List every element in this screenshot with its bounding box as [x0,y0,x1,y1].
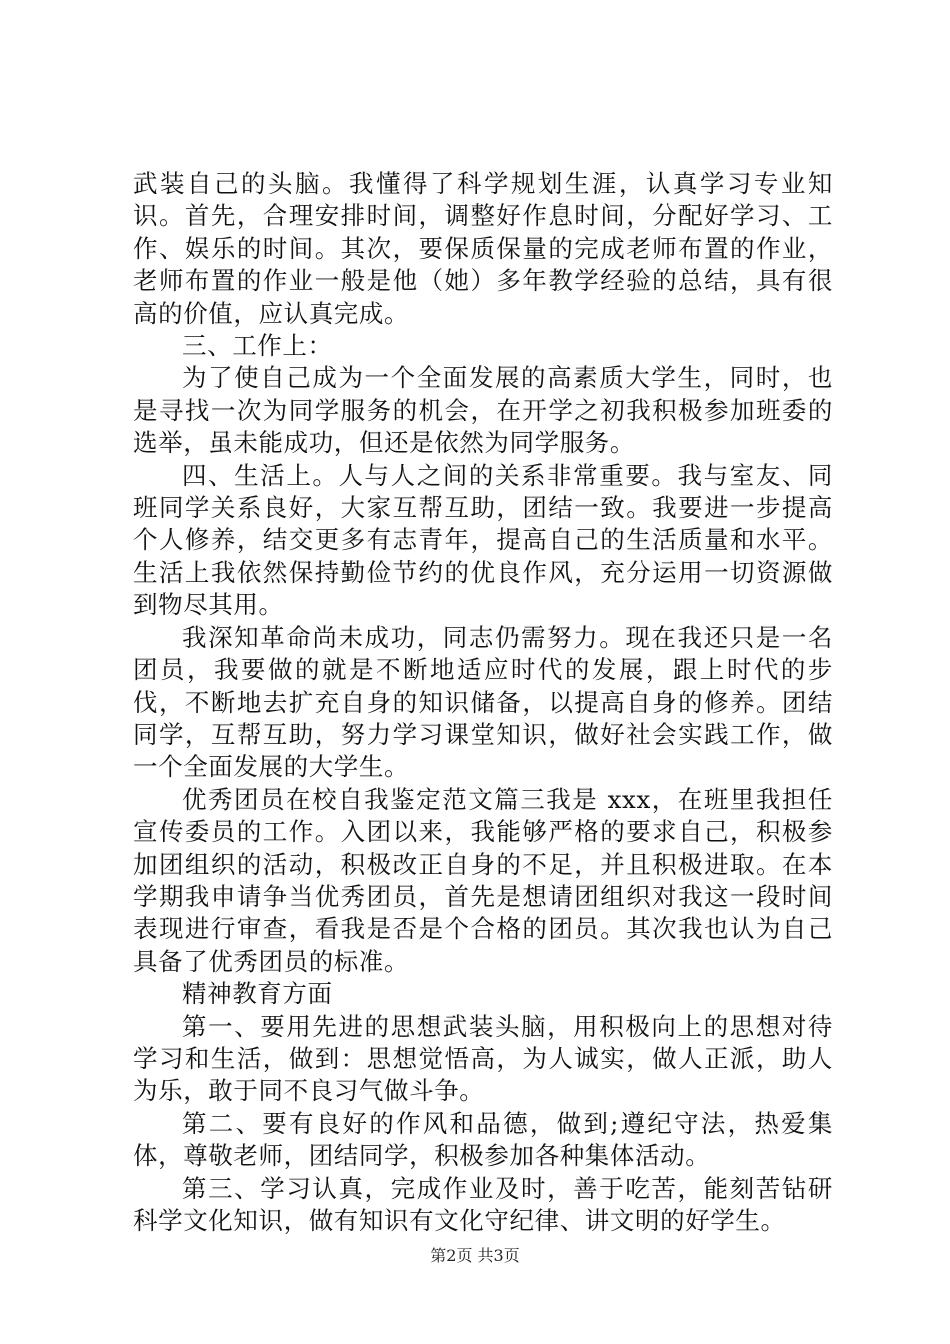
paragraph-10: 第三、学习认真，完成作业及时，善于吃苦，能刻苦钻研科学文化知识，做有知识有文化守纪律、讲文明的好学生。 [133,1173,833,1235]
paragraph-6: 优秀团员在校自我鉴定范文篇三我是 xxx，在班里我担任宣传委员的工作。入团以来，我能够严格的要求自己，积极参加团组织的活动，积极改正自身的不足，并且积极进取。在本学期我申请争当优秀团员，首先是想请团组织对我这一段时间表现进行审查，看我是否是个合格的团员。其次我也认为自己具备了优秀团员的标准。 [133,784,833,976]
paragraph-3: 为了使自己成为一个全面发展的高素质大学生，同时，也是寻找一次为同学服务的机会，在开学之初我积极参加班委的选举，虽未能成功，但还是依然为同学服务。 [133,363,833,458]
paragraph-2: 三、工作上： [182,331,333,361]
paragraph-8: 第一、要用先进的思想武装头脑，用积极向上的思想对待学习和生活，做到：思想觉悟高，为人诚实，做人正派，助人为乐，敢于同不良习气做斗争。 [133,1011,833,1106]
paragraph-5: 我深知革命尚未成功，同志仍需努力。现在我还只是一名团员，我要做的就是不断地适应时代的发展，跟上时代的步伐，不断地去扩充自身的知识储备，以提高自身的修养。团结同学，互帮互助，努力学习课堂知识，做好社会实践工作，做一个全面发展的大学生。 [133,622,833,782]
paragraph-9: 第二、要有良好的作风和品德，做到;遵纪守法，热爱集体，尊敬老师，团结同学，积极参加各种集体活动。 [133,1108,833,1171]
page-number-footer: 第2页 共3页 [430,1246,520,1265]
document-body [133,168,833,1237]
paragraph-7: 精神教育方面 [182,979,333,1009]
paragraph-4: 四、生活上。人与人之间的关系非常重要。我与室友、同班同学关系良好，大家互帮互助，团结一致。我要进一步提高个人修养，结交更多有志青年，提高自己的生活质量和水平。生活上我依然保持勤俭节约的优良作风，充分运用一切资源做到物尽其用。 [133,460,833,620]
paragraph-1: 武装自己的头脑。我懂得了科学规划生涯，认真学习专业知识。首先，合理安排时间，调整好作息时间，分配好学习、工作、娱乐的时间。其次，要保质保量的完成老师布置的作业，老师布置的作业一般是他（她）多年教学经验的总结，具有很高的价值，应认真完成。 [133,169,833,328]
